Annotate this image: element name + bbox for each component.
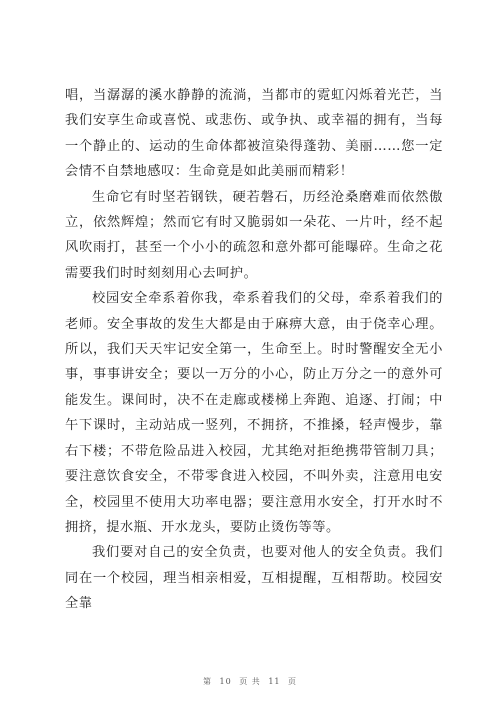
- footer-suffix: 页: [288, 677, 298, 686]
- footer-total-pages: 11: [268, 677, 281, 686]
- paragraph-3: 校园安全牵系着你我，牵系着我们的父母，牵系着我们的老师。安全事故的发生大都是由于麻痹大意，由于侥幸心理。所以，我们天天牢记安全第一，生命至上。时时警醒安全无小事，事事讲安全；要以一万分的小心，防止万分之一的意外可能发生。课间时，决不在走廊或楼梯上奔跑、追逐、打闹；中午下课时，主动站成一竖列，不拥挤，不推搡，轻声慢步，靠右下楼；不带危险品进入校园，尤其绝对拒绝携带管制刀具；要注意饮食安全，不带零食进入校园，不叫外卖，注意用电安全，校园里不使用大功率电器；要注意用水安全，打开水时不拥挤，提水瓶、开水龙头，要防止烫伤等等。: [65, 291, 443, 535]
- page-footer: [0, 676, 500, 687]
- paragraph-4: 我们要对自己的安全负责，也要对他人的安全负责。我们同在一个校园，理当相亲相爱，互相提醒，互相帮助。校园安全靠: [65, 545, 443, 612]
- footer-middle: 页 共: [239, 677, 261, 686]
- paragraph-1: 唱，当潺潺的溪水静静的流淌，当都市的霓虹闪烁着光芒，当我们安享生命或喜悦、或悲伤、或争执、或幸福的拥有，当每一个静止的、运动的生命体都被渲染得蓬勃、美丽……您一定会情不自禁地感叹：生命竟是如此美丽而精彩！: [65, 88, 443, 180]
- footer-prefix: 第: [202, 677, 212, 686]
- document-body: [65, 83, 443, 617]
- paragraph-2: 生命它有时坚若钢铁，硬若磐石，历经沧桑磨难而依然傲立，依然辉煌；然而它有时又脆弱如一朵花、一片叶，经不起风吹雨打，甚至一个小小的疏忽和意外都可能曝碎。生命之花需要我们时时刻刻用心去呵护。: [65, 189, 443, 281]
- footer-page-number: 10: [219, 677, 232, 686]
